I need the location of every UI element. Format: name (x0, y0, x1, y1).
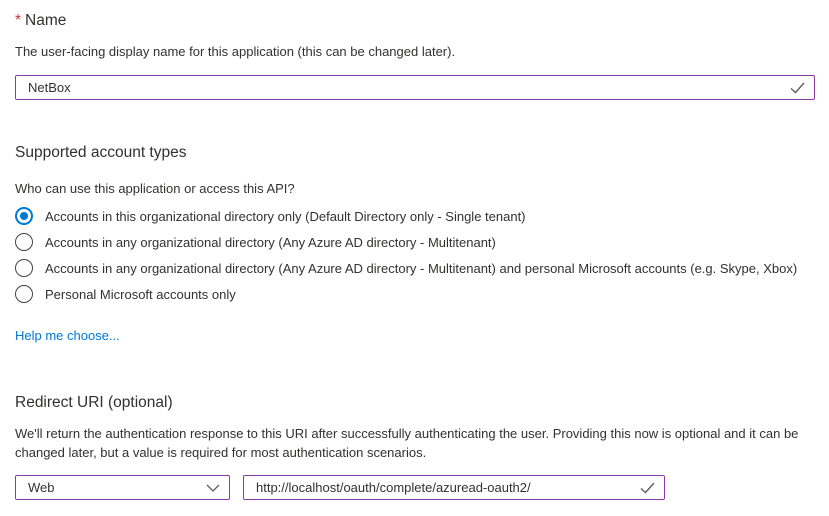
redirect-uri-description: We'll return the authentication response to this URI after successfully authenticating the user. Providing this now is optional and it can be changed later, but a value is required for most authentication scenarios. (15, 426, 799, 460)
redirect-uri-row (15, 475, 815, 500)
account-types-heading: Supported account types (15, 144, 187, 161)
platform-select-value: Web (28, 480, 55, 495)
chevron-down-icon (206, 484, 220, 492)
help-me-choose-link[interactable]: Help me choose... (15, 328, 120, 343)
account-type-option-label: Accounts in any organizational directory (Any Azure AD directory - Multitenant) and personal Microsoft accounts (e.g. Skype, Xbox) (45, 260, 798, 276)
name-label: Name (25, 12, 67, 29)
name-description: The user-facing display name for this application (this can be changed later). (15, 44, 456, 59)
account-type-option-label: Accounts in this organizational directory only (Default Directory only - Single tenant) (45, 208, 526, 224)
required-asterisk: * (15, 12, 22, 29)
account-type-option-personal-only[interactable] (15, 281, 815, 307)
radio-button-icon[interactable] (15, 259, 33, 277)
name-section-heading (15, 11, 815, 31)
redirect-uri-input[interactable] (243, 475, 665, 500)
radio-button-icon[interactable] (15, 285, 33, 303)
account-types-radio-group (15, 203, 815, 307)
name-input[interactable] (15, 75, 815, 100)
account-type-option-label: Personal Microsoft accounts only (45, 286, 236, 302)
account-type-option-label: Accounts in any organizational directory (Any Azure AD directory - Multitenant) (45, 234, 496, 250)
account-types-question: Who can use this application or access this API? (15, 181, 295, 196)
radio-button-icon[interactable] (15, 207, 33, 225)
radio-button-icon[interactable] (15, 233, 33, 251)
account-type-option-multitenant[interactable] (15, 229, 815, 255)
redirect-uri-heading: Redirect URI (optional) (15, 394, 173, 411)
account-type-option-single-tenant[interactable] (15, 203, 815, 229)
account-type-option-multitenant-personal[interactable] (15, 255, 815, 281)
platform-select[interactable] (15, 475, 230, 500)
